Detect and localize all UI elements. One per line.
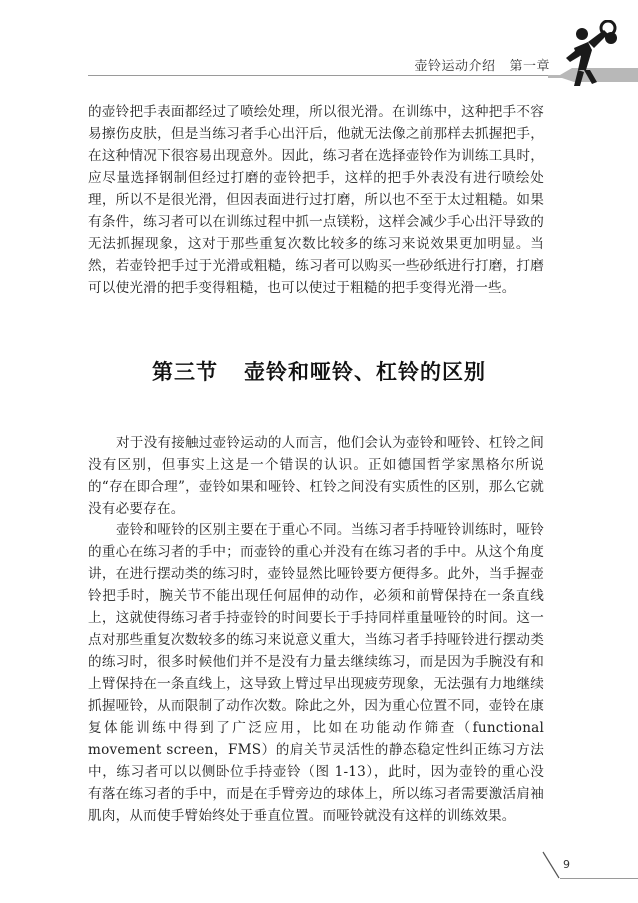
footer-slash-mark: [542, 851, 560, 879]
header-text: [414, 55, 550, 74]
section-heading: [0, 356, 638, 386]
footer-rule: [560, 878, 638, 879]
body-paragraph-2: 对于没有接触过壶铃运动的人而言，他们会认为壶铃和哑铃、杠铃之间没有区别，但事实上这是一个错误的认识。正如德国哲学家黑格尔所说的“存在即合理”，壶铃如果和哑铃、杠铃之间没有实质性的区别，那么它就没有必要存在。: [88, 435, 544, 517]
book-title: 壶铃运动介绍: [414, 59, 496, 74]
running-header: [0, 0, 638, 90]
body-paragraph-3: 壶铃和哑铃的区别主要在于重心不同。当练习者手持哑铃训练时，哑铃的重心在练习者的手中；而壶铃的重心并没有在练习者的手中。从这个角度讲，在进行摆动类的练习时，壶铃显然比哑铃要方便得多。此外，当手握壶铃把手时，腕关节不能出现任何屈伸的动作，必须和前臂保持在一条直线上，这就使得练习者手持壶铃的时间要长于手持同样重量哑铃的时间。这一点对那些重复次数较多的练习来说意义重大，当练习者手持哑铃进行摆动类的练习时，很多时候他们并不是没有力量去继续练习，而是因为手腕没有和上臂保持在一条直线上，这导致上臂过早出现疲劳现象，无法强有力地继续抓握哑铃，从而限制了动作次数。除此之外，因为重心位置不同，壶铃在康复体能训练中得到了广泛应用，比如在功能动作筛查（functional movement screen，FMS）的肩关节灵活性的静态稳定性纠正练习方法中，练习者可以以侧卧位手持壶铃（图 1-13），此时，因为壶铃的重心没有落在练习者的手中，而是在手臂旁边的球体上，所以练习者需要激活肩袖肌肉，从而使手臂始终处于垂直位置。而哑铃就没有这样的训练效果。: [88, 522, 544, 824]
section-number: 第三节: [152, 359, 218, 384]
page-number: 9: [563, 858, 570, 871]
body-paragraph-1: 的壶铃把手表面都经过了喷绘处理，所以很光滑。在训练中，这种把手不容易擦伤皮肤，但是当练习者手心出汗后，他就无法像之前那样去抓握把手，在这种情况下很容易出现意外。因此，练习者在选择壶铃作为训练工具时，应尽量选择钢制但经过打磨的壶铃把手，这样的把手外表没有进行喷绘处理，所以不是很光滑，但因表面进行过打磨，所以也不至于太过粗糙。如果有条件，练习者可以在训练过程中抓一点镁粉，这样会减少手心出汗导致的无法抓握现象，这对于那些重复次数比较多的练习来说效果更加明显。当然，若壶铃把手过于光滑或粗糙，练习者可以购买一些砂纸进行打磨，打磨可以使光滑的把手变得粗糙，也可以使过于粗糙的把手变得光滑一些。: [88, 104, 544, 296]
kettlebell-athlete-logo: [548, 20, 638, 90]
chapter-label: 第一章: [509, 59, 550, 74]
section-title: 壶铃和哑铃、杠铃的区别: [244, 359, 486, 384]
